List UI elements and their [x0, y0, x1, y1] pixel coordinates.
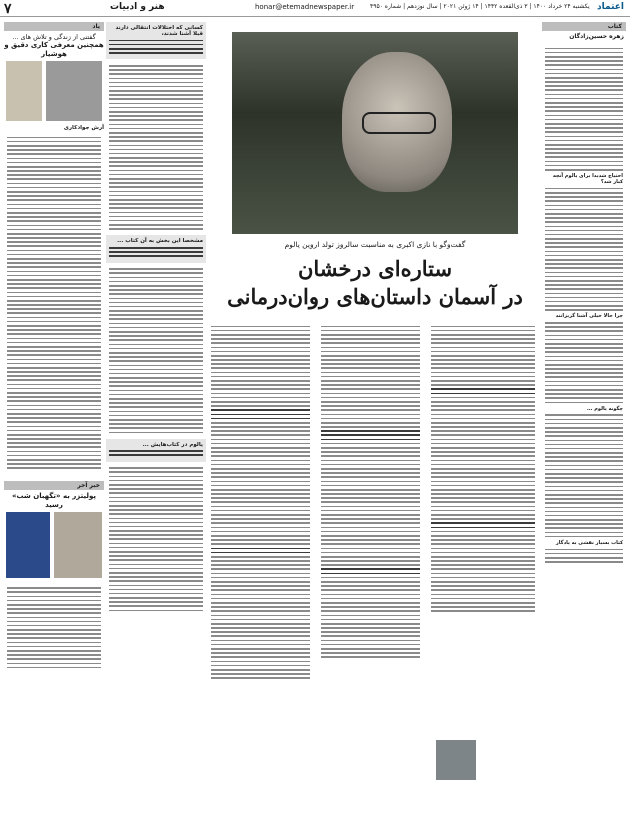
center-quote-2: مشخصا این بخش به آن کتاب ... [117, 238, 203, 245]
left-column-label: یاد [4, 22, 104, 31]
center-quote-box-3 [106, 439, 206, 462]
main-body [208, 320, 538, 810]
left-photo-area [4, 61, 104, 123]
left-headline: همچنین معرفی کاری دقیق و هوشیار [4, 41, 104, 58]
left-column [4, 22, 104, 812]
left-bottom-headline: پولیتزر به «تگهبان شب» رسید [11, 491, 97, 509]
section-title: هنر و ادبیات [110, 2, 165, 12]
center-column [106, 22, 206, 812]
left-bottom-label: خبر آخر [4, 481, 104, 490]
newspaper-logo: اعتماد [597, 2, 624, 12]
glasses-shape [362, 112, 436, 134]
author-name: زهره حسین‌زادگان [569, 33, 624, 40]
website-link[interactable]: honar@etemadnewspaper.ir [255, 3, 355, 11]
right-footer-text: کتاب بسیار نقشی به یادگار [555, 540, 623, 546]
right-column [542, 22, 626, 812]
page-number: ۷ [4, 0, 12, 16]
dateline: یکشنبه ۲۴ خرداد ۱۴۰۰ | ۳ ذی‌القعده ۱۴۴۲ | ۱۴ ژوئن ۲۰۲۱ | سال نوزدهم | شماره ۴۹۵۰ [370, 3, 590, 10]
author-photo [436, 740, 476, 780]
main-photo [232, 32, 518, 234]
left-portrait-photo [46, 61, 102, 121]
book-cover [6, 61, 42, 121]
center-quote-1: کسانی که اختلالات انتقالی دارند قبلا آشنا شدند، [115, 25, 203, 37]
main-body-col-middle [318, 320, 423, 810]
main-kicker: گفت‌وگو با نازی اکبری به مناسبت سالروز تولد اروین یالوم [284, 240, 466, 249]
center-quote-3: یالوم در کتاب‌هایش ... [142, 441, 203, 448]
left-bottom-photos [4, 512, 104, 580]
page-header [0, 0, 630, 17]
right-column-label: کتاب [542, 22, 626, 31]
center-quote-box [106, 22, 206, 59]
right-subhead-1: احتیاج شدیدا برای یالوم آنچه کبار شد؟ [552, 173, 623, 186]
main-headline-line1: ستاره‌ای درخشان [297, 256, 453, 281]
book-cover-2 [6, 512, 50, 578]
left-kicker: گفتنی از زندگی و تلاش های ... [12, 33, 96, 41]
right-subhead-3: چگونه یالوم ... [586, 405, 623, 412]
main-body-col-left [208, 320, 313, 810]
main-headline-line2: در آسمان داستان‌های روان‌درمانی [227, 284, 523, 309]
right-subhead-2: چرا حالا خیلی آشنا گریزانند [555, 313, 623, 320]
right-body-text [542, 42, 626, 568]
main-body-col-right [428, 320, 538, 810]
center-quote-box-2 [106, 235, 206, 262]
left-bottom-portrait [54, 512, 102, 578]
left-byline: آرش جوادکاری [63, 125, 104, 131]
